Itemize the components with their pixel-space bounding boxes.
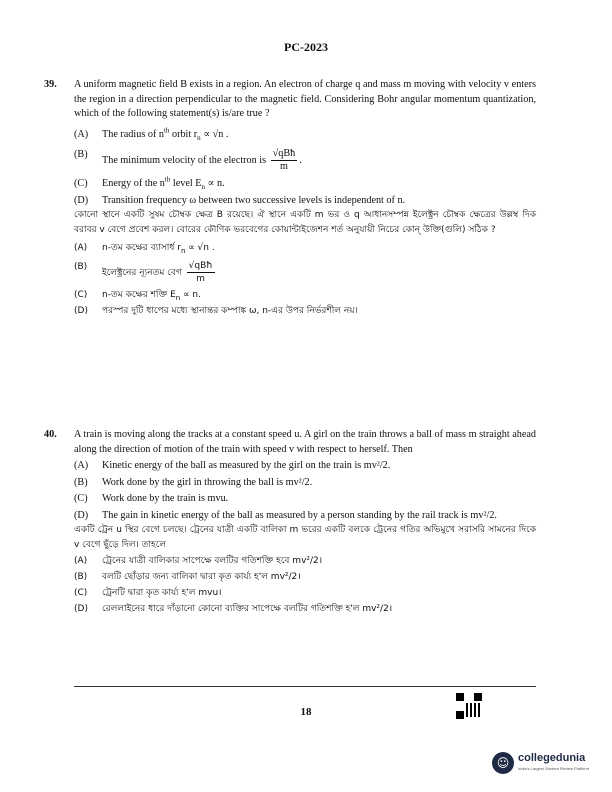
option-c: (C) Energy of the $n^{th}$ level $E_n \propto n$.: [74, 175, 225, 192]
question-39: [44, 78, 536, 319]
brand-tagline: India's Largest Student Review Platform: [518, 766, 590, 771]
question-number: 40.: [44, 429, 57, 440]
bengali-translation: [74, 208, 536, 319]
question-stem: A uniform magnetic field B exists in a region. An electron of charge q and mass m moving with velocity v enters the region in a direction perpendicular to the magnetic field. Considering Bohr angular momentum quantization, which of the following statement(s) is/are true ?: [74, 79, 536, 119]
brand-watermark: [492, 752, 612, 792]
option-a: (A) The radius of $n^{th}$ orbit $r_n \propto √n$ .: [74, 126, 229, 142]
bengali-stem: একটি ট্রেন u স্থির বেগে চলছে। ট্রেনের যাত্রী একটি বালিকা m ভরের একটি বলকে ট্রেনের গতির অভিমুখে সরাসরি সামনের দিকে v বেগে ছুঁড়ে দিল। তাহলে: [74, 525, 536, 550]
option-d: (D) The gain in kinetic energy of the ball as measured by a person standing by the rail track is mv²/2.: [74, 509, 497, 521]
bn-option-d: (D) পরস্পর দুটি ধাপের মধ্যে স্থানান্তর কম্পাঙ্ক ω, n-এর উপর নির্ভরশীল নয়।: [74, 306, 358, 316]
brand-name: collegedunia: [518, 752, 586, 764]
footer-divider: [74, 686, 536, 687]
paper-code: PC-2023: [284, 40, 328, 54]
bengali-stem: কোনো স্থানে একটি সুষম চৌম্বক ক্ষেত্র B রয়েছে। ঐ স্থানে একটি m ভর ও q আধানসম্পন্ন ইলেক্ট্রন চৌম্বক ক্ষেত্রের উল্লম্ব দিক বরাবর v বেগে প্রবেশ করল। বোরের কৌণিক ভরবেগের কোয়ান্টাইজেশন শর্ত অনুযায়ী নিচের কোন্ উক্তি(গুলি) সঠিক ?: [74, 210, 536, 235]
option-b: (B) Work done by the girl in throwing the ball is mv²/2.: [74, 476, 313, 488]
bn-option-b: (B) ইলেক্ট্রনের ন্যূনতম বেগ $\frac{\text{√qBħ}}{m}$: [74, 261, 213, 284]
bn-option-a: (A) n-তম কক্ষের ব্যাসার্ধ $r_n \propto √n$ .: [74, 243, 215, 255]
option-d: (D) Transition frequency ω between two successive levels is independent of n.: [74, 194, 406, 206]
bn-option-c: (C) ট্রেনটি দ্বারা কৃত কার্য্য হ'ল mvu।: [74, 588, 222, 598]
option-c: (C) Work done by the train is mvu.: [74, 493, 229, 504]
page-number: 18: [300, 706, 312, 718]
bn-option-a: (A) ট্রেনের যাত্রী বালিকার সাপেক্ষে বলটির গতিশক্তি হবে mv²/2।: [74, 556, 323, 566]
bn-option-b: (B) বলটি ছোঁড়ার জন্য বালিকা দ্বারা কৃত কার্য্য হ'ল mv²/2।: [74, 572, 301, 582]
bn-velocity-fraction: $\frac{\text{√qBħ}}{m}$: [188, 261, 213, 284]
question-number: 39.: [44, 79, 57, 90]
bn-option-d: (D) রেললাইনের ধারে দাঁড়ানো কোনো ব্যক্তির সাপেক্ষে বলটির গতিশক্তি হ'ল mv²/2।: [74, 604, 393, 614]
option-a: (A) Kinetic energy of the ball as measured by the girl on the train is mv²/2.: [74, 460, 391, 471]
bn-option-c: (C) n-তম কক্ষের শক্তি $E_n \propto n$.: [74, 290, 201, 302]
velocity-fraction: $\frac{\text{√qBħ}}{m}$: [272, 148, 296, 172]
option-b: (B) The minimum velocity of the electron is $\frac{\text{√qBħ}}{m}$ .: [74, 148, 302, 172]
question-stem: A train is moving along the tracks at a constant speed u. A girl on the train throws a ball of mass m straight ahead along the direction of motion of the train with speed v with respect to herself. Then: [74, 429, 536, 455]
bengali-translation: [74, 523, 536, 617]
graduate-avatar-icon: ☺: [492, 752, 514, 774]
question-40: [44, 428, 536, 617]
